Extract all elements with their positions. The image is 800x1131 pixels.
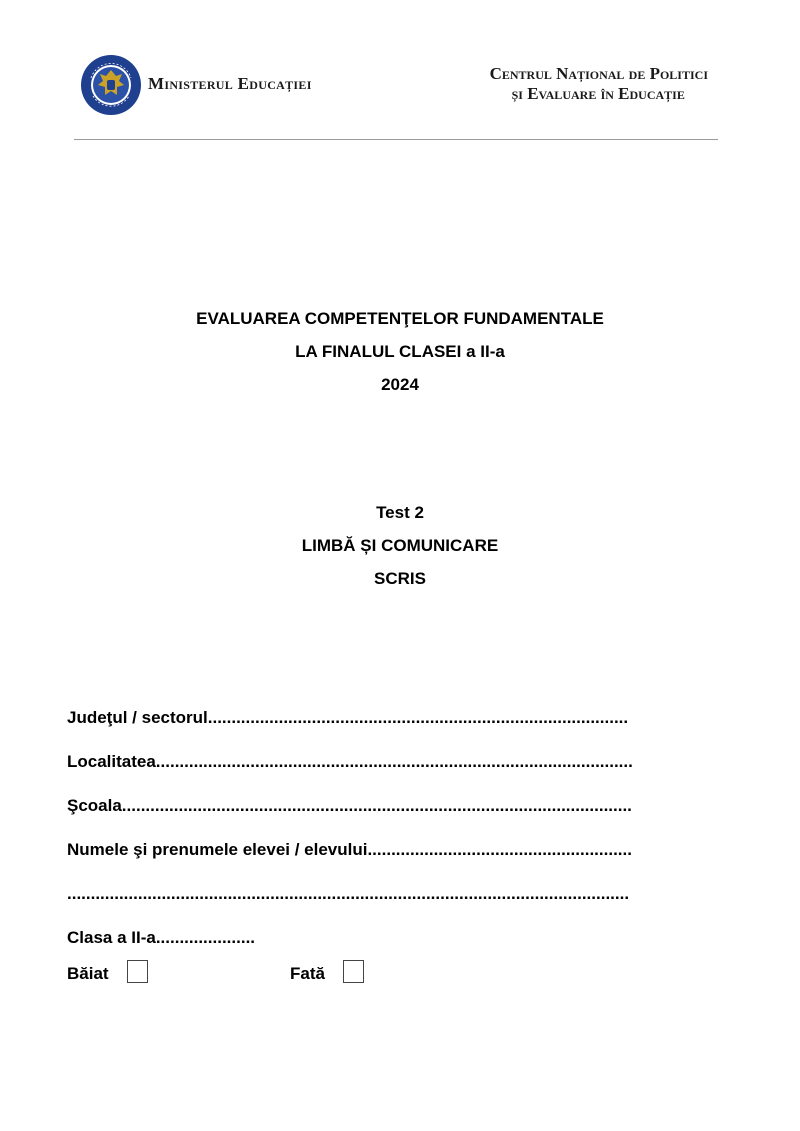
ministry-name: Ministerul Educației: [148, 74, 312, 93]
girl-checkbox[interactable]: [343, 960, 364, 983]
class-field[interactable]: Clasa a II-a.....................: [67, 928, 256, 947]
student-info-form: [67, 705, 707, 969]
boy-option: [67, 963, 148, 986]
girl-label: Fată: [290, 963, 325, 983]
boy-label: Băiat: [67, 963, 109, 983]
evaluation-center-name: [490, 64, 708, 104]
title-line-2: LA FINALUL CLASEI a II-a: [295, 342, 505, 361]
title-line-1: EVALUAREA COMPETENŢELOR FUNDAMENTALE: [196, 309, 604, 328]
test-part: SCRIS: [374, 569, 426, 588]
boy-checkbox[interactable]: [127, 960, 148, 983]
county-field[interactable]: Judeţul / sectorul.........................................................................................: [67, 708, 629, 727]
center-name-line1: Centrul Național de Politici: [489, 64, 708, 83]
girl-option: [290, 963, 364, 986]
test-info: [0, 496, 800, 595]
title-year: 2024: [381, 375, 419, 394]
student-name-continuation-field[interactable]: .......................................................................................................................: [67, 884, 630, 903]
exam-title: [0, 302, 800, 401]
locality-field[interactable]: Localitatea.....................................................................................................: [67, 752, 633, 771]
student-name-field[interactable]: Numele şi prenumele elevei / elevului........................................................: [67, 840, 632, 859]
test-number: Test 2: [376, 503, 424, 522]
school-field[interactable]: Şcoala............................................................................................................: [67, 796, 632, 815]
test-subject: LIMBĂ ȘI COMUNICARE: [301, 536, 499, 555]
document-header: [0, 50, 800, 120]
header-divider: [74, 139, 718, 140]
government-seal-icon: [80, 54, 142, 116]
center-name-line2: și Evaluare în Educație: [511, 84, 685, 103]
